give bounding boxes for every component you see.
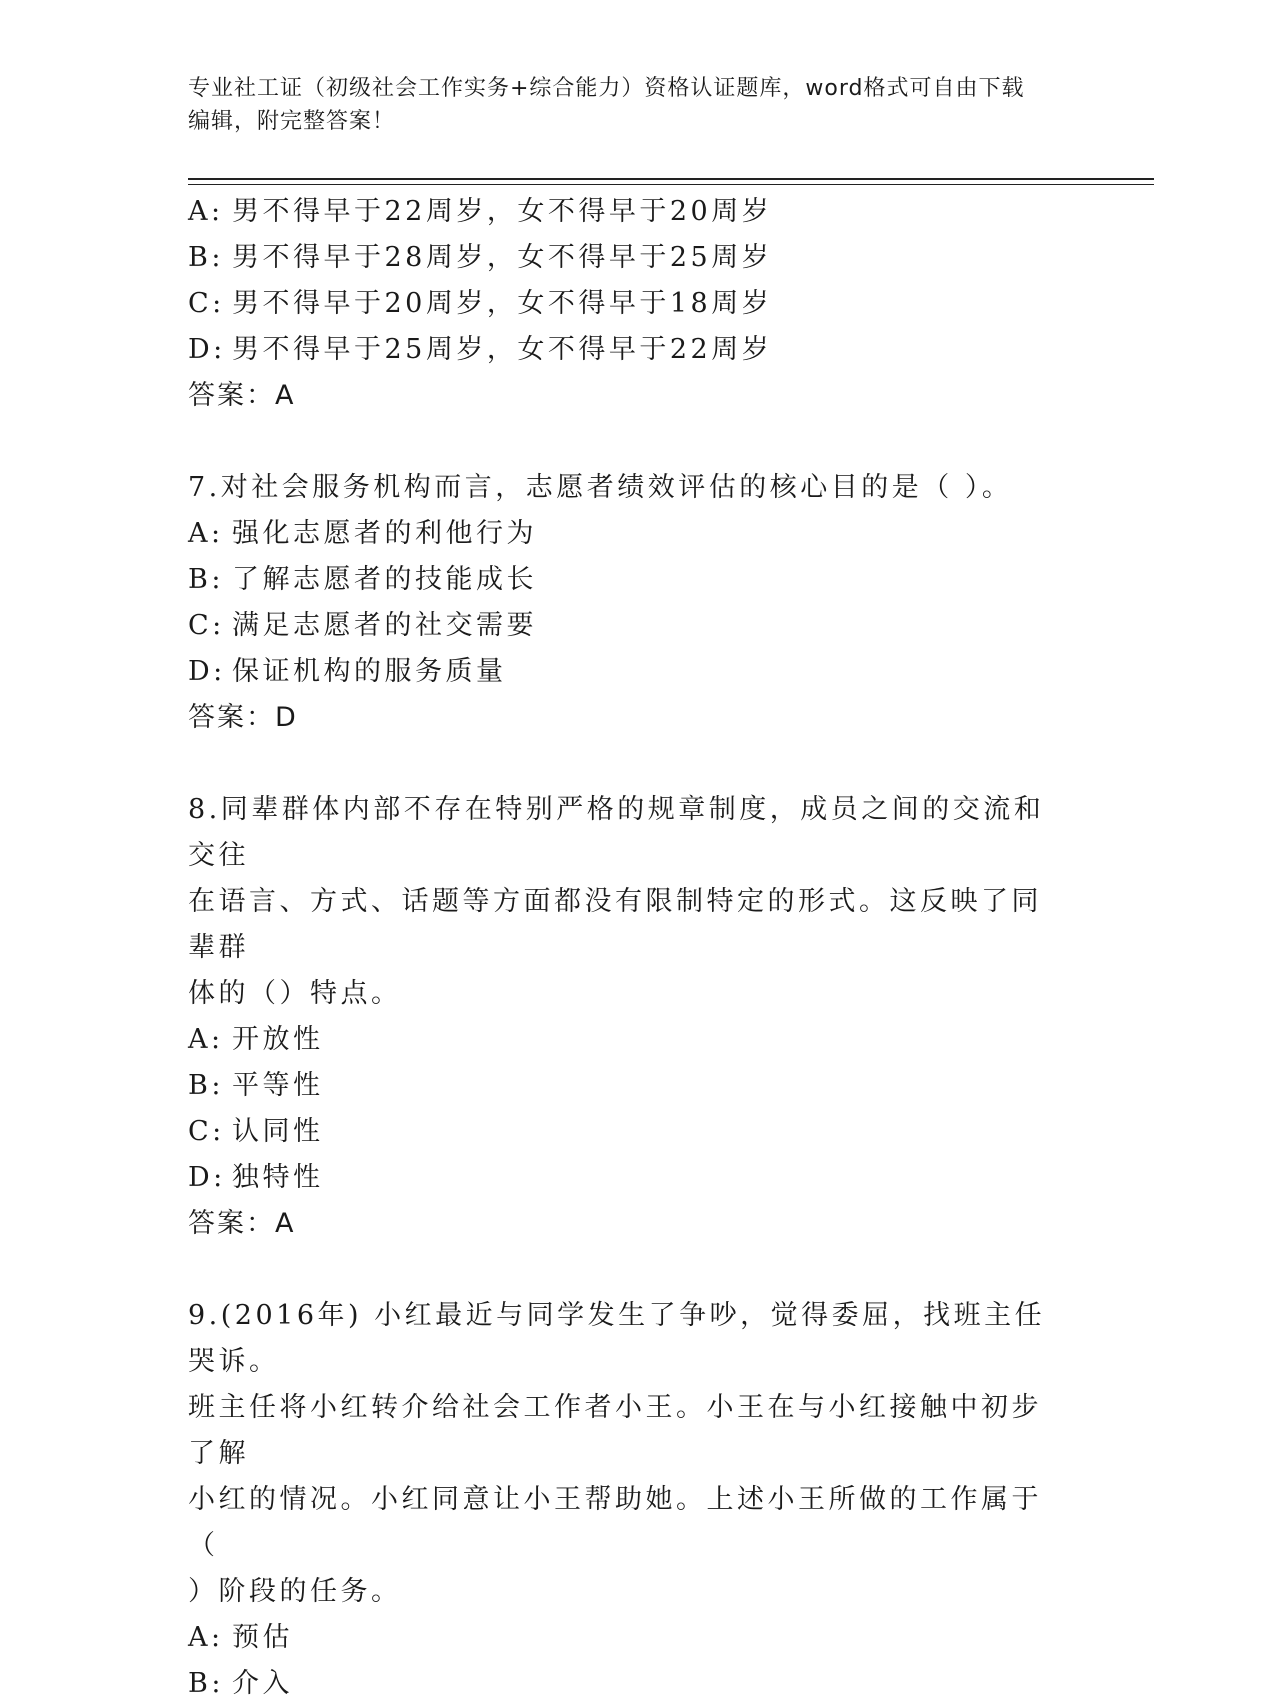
option-d [188,327,1068,373]
question-9-block [188,1293,1068,1707]
option-text: 了解志愿者的技能成长 [232,564,537,595]
option-text: 认同性 [232,1116,324,1147]
option-label: C: [188,1116,225,1147]
option-text: 独特性 [232,1162,324,1193]
question-text-line: 班主任将小红转介给社会工作者小王。小王在与小红接触中初步了解 [188,1392,1042,1469]
option-b [188,1063,1068,1109]
option-text: 平等性 [232,1070,324,1101]
option-text: 满足志愿者的社交需要 [232,610,537,641]
spacer [188,419,1068,465]
document-header [188,72,1088,138]
option-c [188,603,1068,649]
option-text: 保证机构的服务质量 [232,656,507,687]
option-a [188,189,1068,235]
option-a [188,1017,1068,1063]
option-text: 开放性 [232,1024,324,1055]
question-text-line: 体的（）特点。 [188,978,402,1009]
option-label: C: [188,610,225,641]
option-label: B: [188,1668,224,1699]
option-text: 男不得早于28周岁，女不得早于25周岁 [232,242,773,273]
option-label: B: [188,242,224,273]
option-label: D: [188,656,226,687]
option-label: D: [188,1162,226,1193]
option-text: 介入 [232,1668,293,1699]
spacer [188,1247,1068,1293]
question-text-line: ）阶段的任务。 [188,1576,402,1607]
answer-line: 答案：D [188,702,298,733]
option-d [188,649,1068,695]
option-label: A: [188,196,224,227]
option-label: C: [188,288,225,319]
question-6-block [188,189,1068,419]
option-label: A: [188,518,224,549]
option-label: A: [188,1024,224,1055]
option-b [188,1661,1068,1707]
option-a [188,1615,1068,1661]
question-text-line: 小红的情况。小红同意让小王帮助她。上述小王所做的工作属于（ [188,1484,1042,1561]
option-b [188,235,1068,281]
question-7-block [188,465,1068,741]
option-c [188,1109,1068,1155]
spacer [188,741,1068,787]
option-text: 预估 [232,1622,293,1653]
header-rule-thin [188,184,1154,185]
option-a [188,511,1068,557]
option-label: A: [188,1622,224,1653]
question-text-line: 8.同辈群体内部不存在特别严格的规章制度，成员之间的交流和交往 [188,794,1045,871]
answer-line: 答案：A [188,1208,296,1239]
option-text: 强化志愿者的利他行为 [232,518,537,549]
option-text: 男不得早于22周岁，女不得早于20周岁 [232,196,773,227]
question-text-line: 在语言、方式、话题等方面都没有限制特定的形式。这反映了同辈群 [188,886,1042,963]
header-rule-thick [188,178,1154,180]
option-label: B: [188,564,224,595]
option-b [188,557,1068,603]
document-body [188,189,1068,1707]
question-text: 7.对社会服务机构而言，志愿者绩效评估的核心目的是（ ）。 [188,472,1013,503]
header-line-2: 编辑，附完整答案！ [188,109,396,134]
option-d [188,1155,1068,1201]
option-text: 男不得早于25周岁，女不得早于22周岁 [232,334,773,365]
header-line-1: 专业社工证（初级社会工作实务+综合能力）资格认证题库，word格式可自由下载 [188,76,1025,101]
option-label: B: [188,1070,224,1101]
option-label: D: [188,334,226,365]
question-text-line: 9.(2016年) 小红最近与同学发生了争吵，觉得委屈，找班主任哭诉。 [188,1300,1046,1377]
option-c [188,281,1068,327]
answer-line: 答案：A [188,380,296,411]
question-8-block [188,787,1068,1247]
option-text: 男不得早于20周岁，女不得早于18周岁 [232,288,773,319]
